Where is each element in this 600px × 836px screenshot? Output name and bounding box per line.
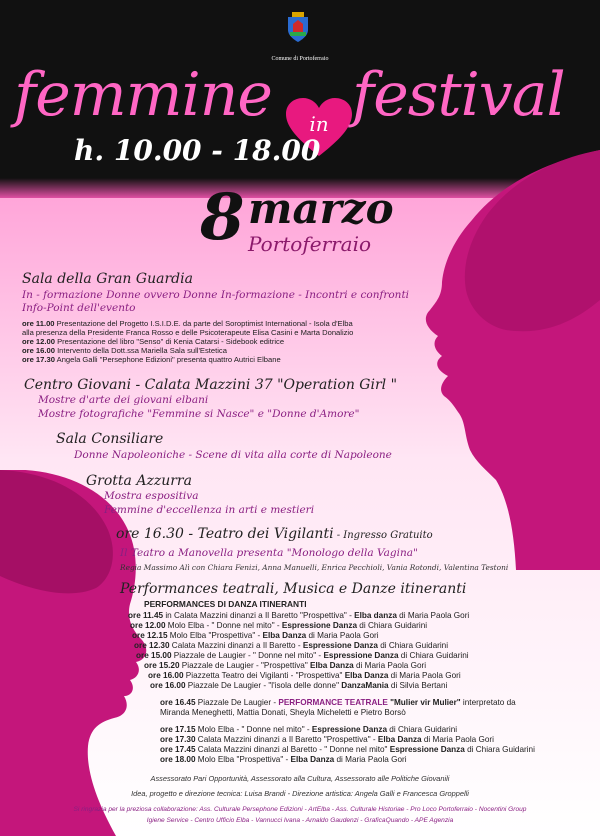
section-line: Femmine d'eccellenza in arti e mestieri <box>104 504 315 516</box>
performance-row: ore 12.00 Molo Elba - " Donne nel mito" - Espressione Danza di Chiara Guidarini <box>130 621 428 630</box>
event-row: ore 12.00 Presentazione del libro "Senso" di Kenia Catarsi - Sidebook editrice <box>22 337 285 346</box>
date-month: marzo <box>248 184 394 233</box>
performance-teatrale-cast: Miranda Meneghetti, Mattia Donati, Sheyla Micheletti e Pietro Borsò <box>160 708 406 717</box>
performance-row: ore 17.45 Calata Mazzini dinanzi al Baretto - " Donne nel mito" Espressione Danza di Chiara Guidarini <box>160 745 535 754</box>
performance-row: ore 16.00 Piazzetta Teatro dei Vigilanti - "Prospettiva" Elba Danza di Maria Paola Gori <box>148 671 461 680</box>
section-line: In - formazione Donne ovvero Donne In-formazione - Incontri e confronti <box>22 289 410 301</box>
section-line: Donne Napoleoniche - Scene di vita alla corte di Napoleone <box>74 449 392 461</box>
woman-silhouette-right <box>396 150 600 570</box>
performance-row: ore 15.00 Piazzale de Laugier - " Donne nel mito" - Espressione Danza di Chiara Guidarini <box>136 651 469 660</box>
section-line: Mostre fotografiche "Femmine si Nasce" e "Donne d'Amore" <box>38 408 360 420</box>
logo-femmine: femmine <box>14 60 272 130</box>
section-line: Info-Point dell'evento <box>22 302 136 314</box>
section-title-centro-giovani: Centro Giovani - Calata Mazzini 37 "Operation Girl " <box>24 377 398 393</box>
event-row: ore 16.00 Intervento della Dott.ssa Mariella Sala sull'Estetica <box>22 346 227 355</box>
section-line: Mostre d'arte dei giovani elbani <box>38 394 209 406</box>
performance-row: ore 18.00 Molo Elba "Prospettiva" - Elba Danza di Maria Paola Gori <box>160 755 407 764</box>
teatro-regia: Regia Massimo Alì con Chiara Fenizi, Anna Manuelli, Enrica Pecchioli, Vania Rotondi, Valentina Testoni <box>120 563 509 572</box>
section-title-grotta-azzurra: Grotta Azzurra <box>86 473 192 489</box>
comune-crest-icon <box>287 12 309 42</box>
comune-label: Comune di Portoferraio <box>271 56 329 62</box>
logo-festival: festival <box>352 60 565 130</box>
performance-row: ore 17.15 Molo Elba - " Donne nel mito" - Espressione Danza di Chiara Guidarini <box>160 725 458 734</box>
logo-in: in <box>309 112 329 136</box>
performance-row: ore 16.00 Piazzale De Laugier - "l'isola delle donne" DanzaMania di Silvia Bertani <box>150 681 448 690</box>
performance-row: ore 15.20 Piazzale de Laugier - "Prospettiva" Elba Danza di Maria Paola Gori <box>144 661 427 670</box>
section-title-gran-guardia: Sala della Gran Guardia <box>22 271 193 287</box>
date-day: 8 <box>200 180 245 255</box>
performance-row: ore 12.15 Molo Elba "Prospettiva" - Elba Danza di Maria Paola Gori <box>132 631 379 640</box>
performance-row: ore 17.30 Calata Mazzini dinanzi a Il Baretto "Prospettiva" - Elba Danza di Maria Paola Gori <box>160 735 494 744</box>
date-city: Portoferraio <box>248 232 372 256</box>
event-hours: h. 10.00 - 18.00 <box>74 134 321 167</box>
performances-caption: PERFORMANCES DI DANZA ITINERANTI <box>144 599 307 609</box>
event-row: ore 11.00 Presentazione del Progetto I.S.I.D.E. da parte del Soroptimist International - Isola d'Elba <box>22 319 353 328</box>
performance-teatrale: ore 16.45 Piazzale De Laugier - PERFORMANCE TEATRALE "Mulier vir Mulier" interpretato da <box>160 698 516 707</box>
footer-thanks: Igiene Service - Centro Ufficio Elba - Vannucci Ivana - Arnaldo Gaudenzi - GraficaQuando - APE Agenzia <box>146 817 454 824</box>
performance-row: ore 12.30 Calata Mazzini dinanzi a Il Baretto - Espressione Danza di Chiara Guidarini <box>134 641 449 650</box>
section-title-teatro: ore 16.30 - Teatro dei Vigilanti - Ingresso Gratuito <box>116 526 433 542</box>
section-title-sala-consiliare: Sala Consiliare <box>56 431 164 447</box>
performance-row: ore 11.45 in Calata Mazzini dinanzi a Il Baretto "Prospettiva" - Elba danza di Maria Paola Gori <box>128 611 470 620</box>
teatro-line: Il Teatro a Manovella presenta "Monologo della Vagina" <box>120 547 418 559</box>
footer-thanks: Si ringrazia per la preziosa collaborazione: Ass. Culturale Persephone Edizioni - ArtElba - Ass. Culturale Historiae - Pro Loco Portoferraio - Nocentini Group <box>73 806 527 813</box>
event-row: ore 17.30 Angela Galli "Persephone Edizioni" presenta quattro Autrici Elbane <box>22 355 281 364</box>
section-line: Mostra espositiva <box>104 490 199 502</box>
event-row: alla presenza della Presidente Franca Rosso e delle Psicoterapeute Elisa Casini e Marta Donalizio <box>22 328 354 337</box>
section-title-performances: Performances teatrali, Musica e Danze itineranti <box>120 581 467 597</box>
footer-ideazione: Idea, progetto e direzione tecnica: Luisa Brandi - Direzione artistica: Angela Galli e Francesca Groppelli <box>131 789 469 798</box>
footer-assessorato: Assessorato Pari Opportunità, Assessorato alla Cultura, Assessorato alle Politiche Giovanili <box>150 774 450 783</box>
